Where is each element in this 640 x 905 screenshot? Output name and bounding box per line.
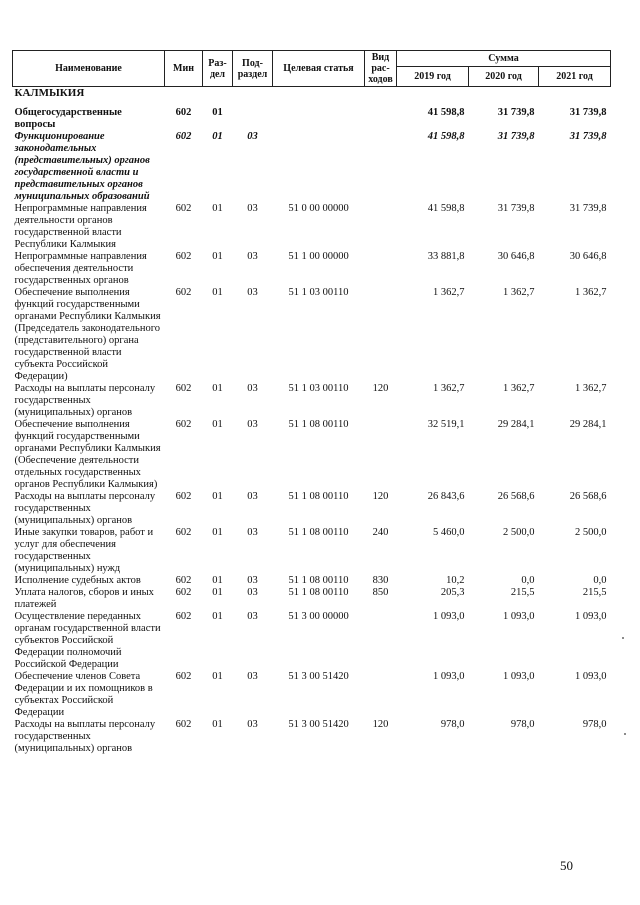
cell-2021: 1 362,7 [575, 383, 607, 394]
cell-2020: 0,0 [521, 575, 535, 586]
cell-2019: 26 843,6 [427, 491, 465, 502]
cell-2020: 29 284,1 [497, 419, 535, 430]
cell-target-article: 51 1 08 00110 [288, 575, 349, 586]
cell-2021: 31 739,8 [569, 131, 607, 142]
cell-2021: 978,0 [582, 719, 607, 730]
cell-2019: 205,3 [440, 587, 465, 598]
cell-razdel: 01 [212, 611, 223, 622]
cell-2020: 31 739,8 [497, 131, 535, 142]
cell-min: 602 [175, 383, 192, 394]
cell-target-article: 51 1 08 00110 [288, 419, 349, 430]
cell-min: 602 [175, 575, 192, 586]
cell-2019: 33 881,8 [427, 251, 465, 262]
table-row [13, 611, 611, 671]
header-name: Наименование [13, 51, 165, 87]
cell-target-article [273, 131, 365, 203]
cell-podrazdel: 03 [247, 203, 258, 214]
budget-table [12, 50, 611, 755]
cell-vid-rashodov [365, 671, 397, 719]
cell-name: Расходы на выплаты персоналу государственных (муниципальных) органов [14, 491, 156, 526]
cell-min: 602 [175, 611, 192, 622]
budget-page [12, 50, 610, 755]
cell-razdel: 01 [212, 203, 223, 214]
cell-razdel: 01 [212, 107, 223, 118]
cell-razdel: 01 [212, 287, 223, 298]
cell-2020: 26 568,6 [497, 491, 535, 502]
cell-target-article: 51 1 00 00000 [288, 251, 349, 262]
cell-2021: 26 568,6 [569, 491, 607, 502]
header-target-article: Целевая статья [273, 51, 365, 87]
cell-min: 602 [175, 251, 192, 262]
table-row [13, 107, 611, 131]
cell-2021: 0,0 [593, 575, 607, 586]
table-row [13, 671, 611, 719]
cell-podrazdel: 03 [247, 131, 258, 142]
header-2020: 2020 год [469, 67, 539, 87]
cell-2020: 1 362,7 [503, 383, 535, 394]
cell-2019: 1 362,7 [433, 383, 465, 394]
cell-2021: 2 500,0 [575, 527, 607, 538]
cell-min: 602 [175, 527, 192, 538]
cell-2019: 41 598,8 [427, 131, 465, 142]
cell-name: Обеспечение выполнения функций государственными органами Республики Калмыкия (Обеспечение деятельности отдельных государственных органов Республики Калмыкия) [14, 419, 161, 490]
cell-2019: 41 598,8 [427, 107, 465, 118]
cell-name: Обеспечение выполнения функций государственными органами Республики Калмыкия (Председатель законодательного (представительного) органа государственной власти субъекта Российской Федерации) [14, 287, 161, 382]
cell-min: 602 [175, 131, 192, 142]
cell-target-article [273, 107, 365, 131]
cell-razdel: 01 [212, 671, 223, 682]
scan-speck [622, 637, 624, 639]
cell-2020: 30 646,8 [497, 251, 535, 262]
header-podrazdel: Под-раздел [233, 51, 273, 87]
cell-2019: 1 093,0 [433, 671, 465, 682]
cell-razdel: 01 [212, 131, 223, 142]
cell-name: Расходы на выплаты персоналу государственных (муниципальных) органов [14, 383, 156, 418]
header-summa: Сумма [397, 51, 611, 67]
cell-razdel: 01 [212, 527, 223, 538]
cell-podrazdel: 03 [247, 491, 258, 502]
cell-target-article: 51 1 08 00110 [288, 527, 349, 538]
cell-2021: 31 739,8 [569, 203, 607, 214]
cell-podrazdel: 03 [247, 419, 258, 430]
cell-2020: 2 500,0 [503, 527, 535, 538]
header-2019: 2019 год [397, 67, 469, 87]
cell-2019: 1 093,0 [433, 611, 465, 622]
cell-2021: 1 362,7 [575, 287, 607, 298]
header-vid-rashodov: Вид рас-ходов [365, 51, 397, 87]
cell-vid-rashodov [365, 131, 397, 203]
cell-podrazdel: 03 [247, 287, 258, 298]
cell-2020: 1 362,7 [503, 287, 535, 298]
cell-podrazdel: 03 [247, 527, 258, 538]
cell-2020: 215,5 [510, 587, 535, 598]
cell-razdel: 01 [212, 251, 223, 262]
cell-min: 602 [175, 419, 192, 430]
cell-podrazdel: 03 [247, 671, 258, 682]
cell-2021: 31 739,8 [569, 107, 607, 118]
cell-name: Уплата налогов, сборов и иных платежей [14, 587, 154, 610]
cell-2019: 41 598,8 [427, 203, 465, 214]
cell-vid-rashodov: 830 [372, 575, 389, 586]
cell-vid-rashodov [365, 203, 397, 251]
cell-podrazdel: 03 [247, 383, 258, 394]
cell-target-article: 51 0 00 00000 [288, 203, 349, 214]
cell-vid-rashodov: 120 [372, 383, 389, 394]
scan-speck [624, 733, 626, 735]
cell-2021: 1 093,0 [575, 611, 607, 622]
cell-podrazdel: 03 [247, 611, 258, 622]
cell-2021: 30 646,8 [569, 251, 607, 262]
cell-2021: 29 284,1 [569, 419, 607, 430]
cell-vid-rashodov [365, 611, 397, 671]
cell-2019: 978,0 [440, 719, 465, 730]
cell-2020: 31 739,8 [497, 107, 535, 118]
table-row [13, 287, 611, 383]
cell-podrazdel: 03 [247, 587, 258, 598]
cell-podrazdel: 03 [247, 575, 258, 586]
cell-2020: 1 093,0 [503, 611, 535, 622]
cell-razdel: 01 [212, 587, 223, 598]
cell-vid-rashodov [365, 107, 397, 131]
cell-podrazdel: 03 [247, 251, 258, 262]
cell-name: Осуществление переданных органам государственной власти субъектов Российской Федерации полномочий Российской Федерации [14, 611, 161, 670]
cell-name: Обеспечение членов Совета Федерации и их помощников в субъектах Российской Федерации [14, 671, 153, 718]
cell-vid-rashodov: 240 [372, 527, 389, 538]
cell-2019: 1 362,7 [433, 287, 465, 298]
cell-min: 602 [175, 671, 192, 682]
page-number: 50 [560, 858, 573, 873]
table-row [13, 419, 611, 491]
table-row [13, 575, 611, 587]
table-row [13, 383, 611, 419]
cell-2019: 32 519,1 [427, 419, 465, 430]
cell-vid-rashodov [365, 251, 397, 287]
cell-2019: 10,2 [446, 575, 465, 586]
cell-2021: 215,5 [582, 587, 607, 598]
header-min: Мин [165, 51, 203, 87]
cell-razdel: 01 [212, 383, 223, 394]
cell-podrazdel [233, 107, 273, 131]
cell-min: 602 [175, 719, 192, 730]
cell-name: Функционирование законодательных (представительных) органов государственной власти и представительных органов муниципальных образований [14, 131, 150, 202]
cell-min: 602 [175, 491, 192, 502]
cell-target-article: 51 1 03 00110 [288, 287, 349, 298]
cell-name: Непрограммные направления обеспечения деятельности государственных органов [14, 251, 147, 286]
cell-2020: 31 739,8 [497, 203, 535, 214]
cell-vid-rashodov [365, 419, 397, 491]
cell-target-article: 51 1 08 00110 [288, 491, 349, 502]
table-row [13, 587, 611, 611]
cell-razdel: 01 [212, 419, 223, 430]
cell-vid-rashodov: 850 [372, 587, 389, 598]
cell-min: 602 [175, 203, 192, 214]
table-row [13, 491, 611, 527]
cell-name: Иные закупки товаров, работ и услуг для обеспечения государственных (муниципальных) нужд [14, 527, 154, 574]
cell-razdel: 01 [212, 491, 223, 502]
cell-razdel: 01 [212, 719, 223, 730]
cell-2021: 1 093,0 [575, 671, 607, 682]
cell-name: Непрограммные направления деятельности органов государственной власти Республики Калмыкия [14, 203, 147, 250]
cell-name: Общегосударственные вопросы [14, 107, 122, 130]
cell-target-article: 51 3 00 00000 [288, 611, 349, 622]
cell-target-article: 51 1 08 00110 [288, 587, 349, 598]
cell-podrazdel: 03 [247, 719, 258, 730]
cell-razdel: 01 [212, 575, 223, 586]
cell-vid-rashodov [365, 287, 397, 383]
table-row [13, 719, 611, 755]
header-razdel: Раз-дел [203, 51, 233, 87]
cell-target-article: 51 1 03 00110 [288, 383, 349, 394]
table-row [13, 251, 611, 287]
cell-target-article: 51 3 00 51420 [288, 719, 349, 730]
cell-2020: 1 093,0 [503, 671, 535, 682]
table-row [13, 527, 611, 575]
cell-2019: 5 460,0 [433, 527, 465, 538]
table-row [13, 131, 611, 203]
cell-2020: 978,0 [510, 719, 535, 730]
cell-vid-rashodov: 120 [372, 719, 389, 730]
table-row [13, 203, 611, 251]
cell-min: 602 [175, 287, 192, 298]
cell-name: Расходы на выплаты персоналу государственных (муниципальных) органов [14, 719, 156, 754]
cell-name: Исполнение судебных актов [14, 575, 141, 586]
header-2021: 2021 год [539, 67, 611, 87]
cell-target-article: 51 3 00 51420 [288, 671, 349, 682]
cell-vid-rashodov: 120 [372, 491, 389, 502]
section-title: КАЛМЫКИЯ [14, 87, 85, 99]
cell-min: 602 [175, 587, 192, 598]
cell-min: 602 [175, 107, 192, 118]
